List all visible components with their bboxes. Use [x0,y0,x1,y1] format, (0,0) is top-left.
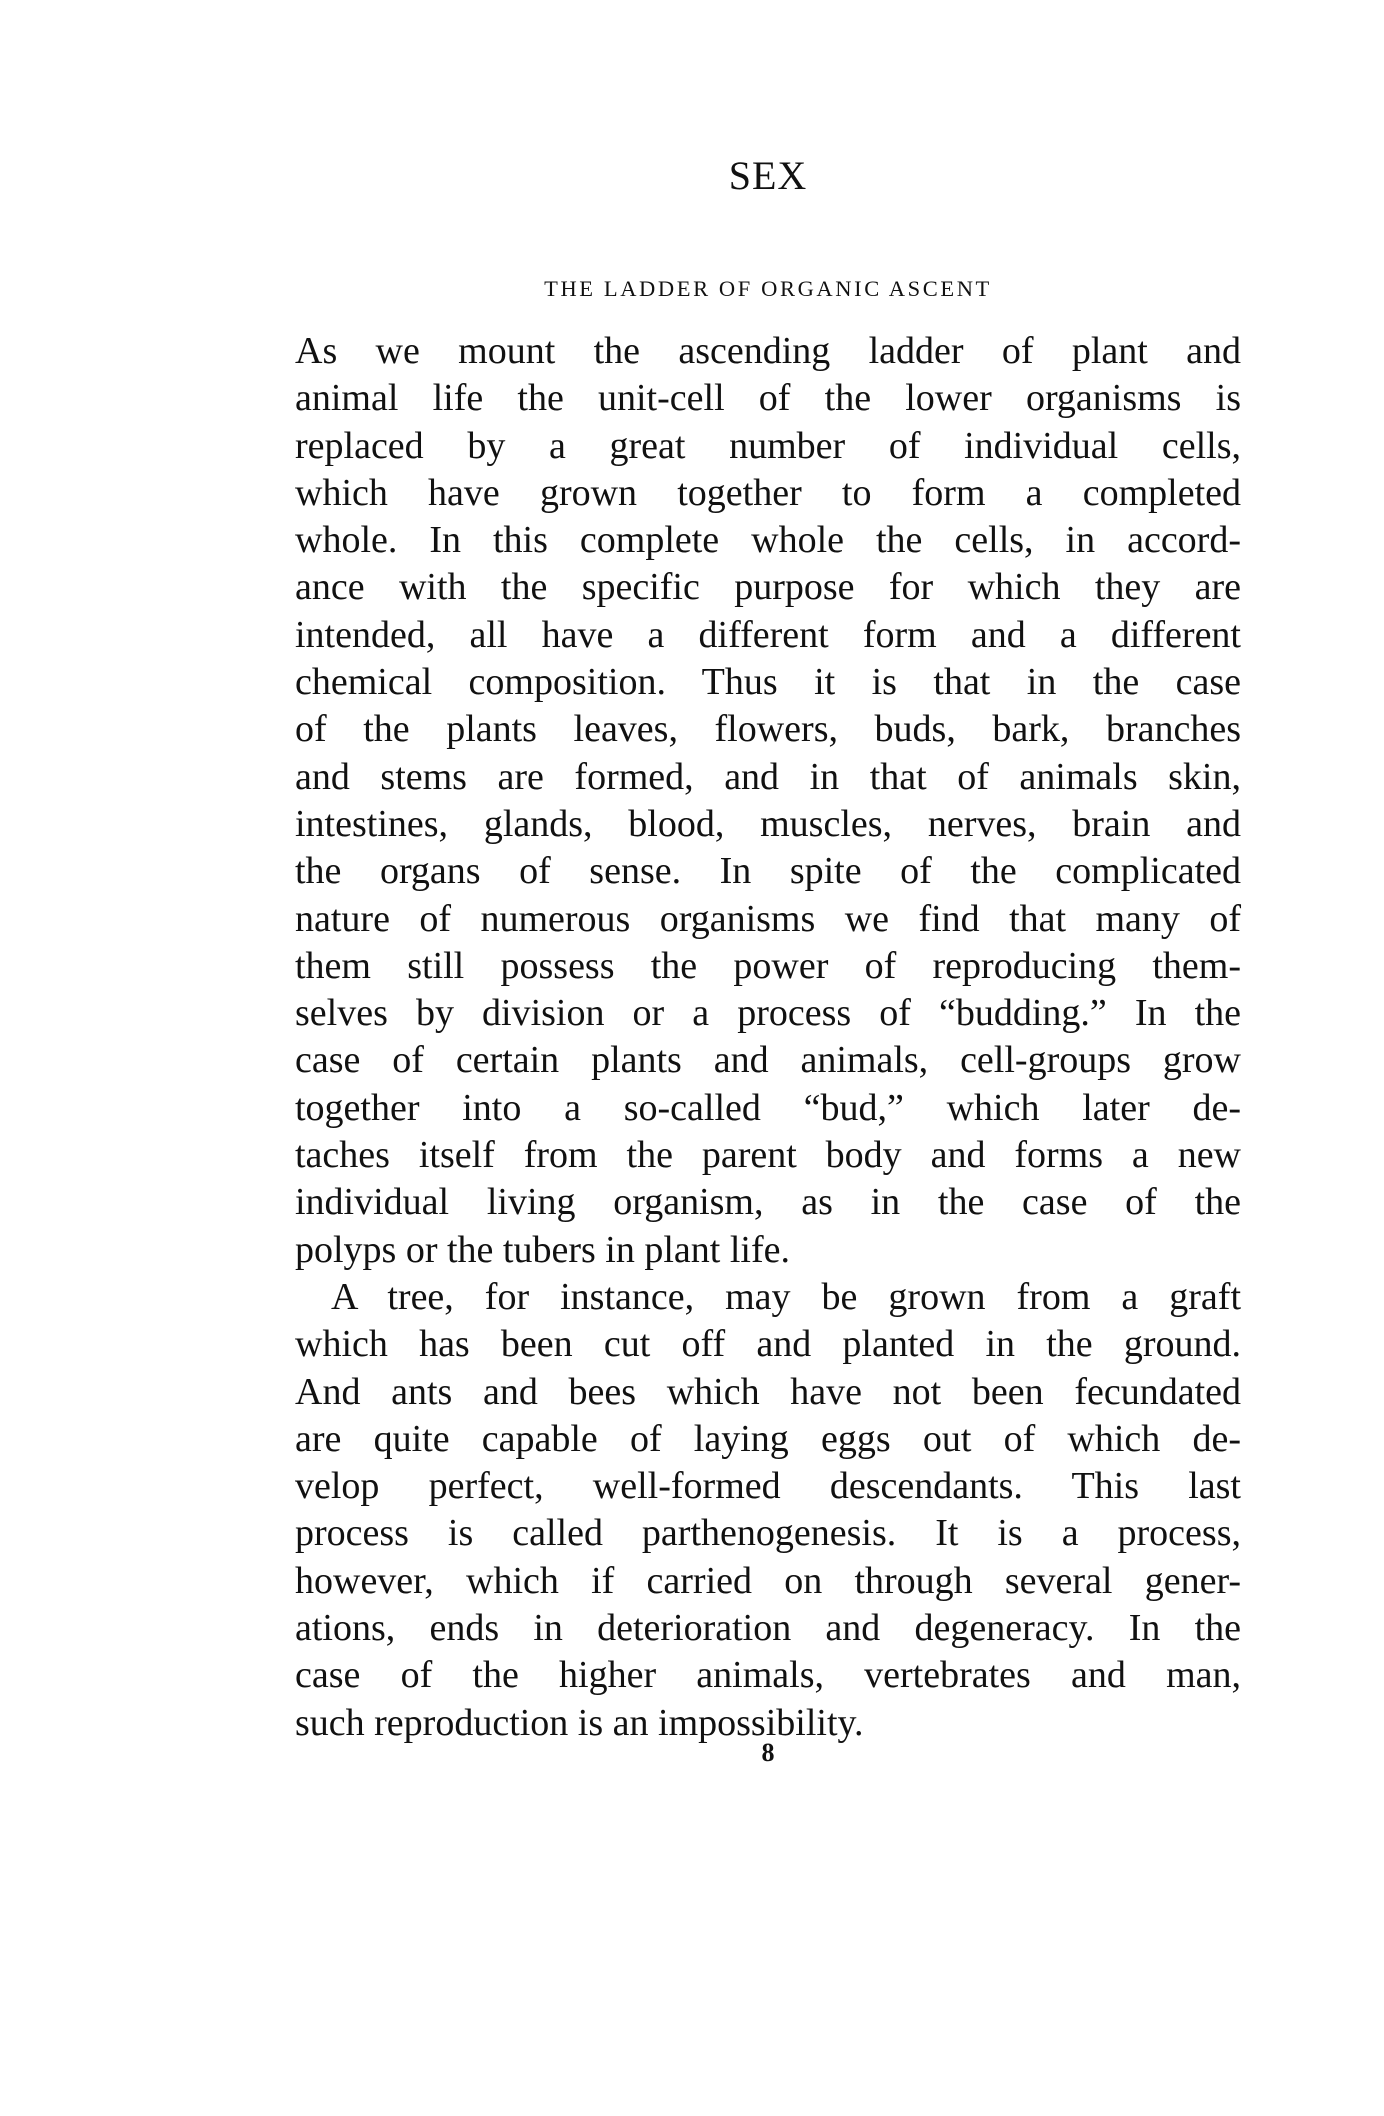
text-line: polyps or the tubers in plant life. [295,1228,790,1271]
text-line: which have grown together to form a completed [295,471,1241,514]
text-line: As we mount the ascending ladder of plant and [295,330,1241,372]
running-head: SEX [728,153,808,198]
text-line: intended, all have a different form and a different [295,613,1241,656]
section-heading: THE LADDER OF ORGANIC ASCENT [544,276,992,301]
text-line: animal life the unit-cell of the lower organisms is [295,377,1241,420]
text-line: chemical composition. Thus it is that in the case [295,661,1241,704]
text-line: however, which if carried on through several gener- [295,1559,1241,1602]
text-line: which has been cut off and planted in the ground. [295,1323,1241,1366]
text-line: individual living organism, as in the case of the [295,1181,1241,1224]
text-line: velop perfect, well-formed descendants. This last [295,1465,1241,1508]
text-line: together into a so-called “bud,” which later de- [295,1086,1241,1129]
text-line: whole. In this complete whole the cells, in accord- [295,519,1241,562]
text-line: process is called parthenogenesis. It is a process, [295,1512,1241,1555]
text-line: ance with the specific purpose for which they are [295,566,1241,609]
text-line: them still possess the power of reproducing them- [295,944,1241,987]
text-line: intestines, glands, blood, muscles, nerves, brain and [295,802,1241,845]
text-line: case of certain plants and animals, cell-groups grow [295,1039,1241,1082]
text-line: are quite capable of laying eggs out of which de- [295,1417,1241,1460]
text-line: nature of numerous organisms we find that many of [295,897,1241,940]
text-line: case of the higher animals, vertebrates and man, [295,1654,1241,1697]
text-line: selves by division or a process of “budding.” In the [295,992,1241,1035]
paragraph-2 [295,1274,1241,1747]
paragraph-1 [295,328,1241,1274]
page-number: 8 [761,1738,775,1767]
text-line: replaced by a great number of individual cells, [295,424,1241,467]
text-line: of the plants leaves, flowers, buds, bark, branches [295,708,1241,751]
text-line: A tree, for instance, may be grown from a graft [331,1275,1241,1318]
body-text [295,328,1241,1747]
text-line: the organs of sense. In spite of the complicated [295,850,1241,893]
text-line: ations, ends in deterioration and degeneracy. In the [295,1607,1241,1650]
text-line: taches itself from the parent body and forms a new [295,1134,1241,1177]
text-line: And ants and bees which have not been fecundated [295,1370,1241,1413]
text-line: such reproduction is an impossibility. [295,1701,864,1744]
text-line: and stems are formed, and in that of animals skin, [295,755,1241,798]
